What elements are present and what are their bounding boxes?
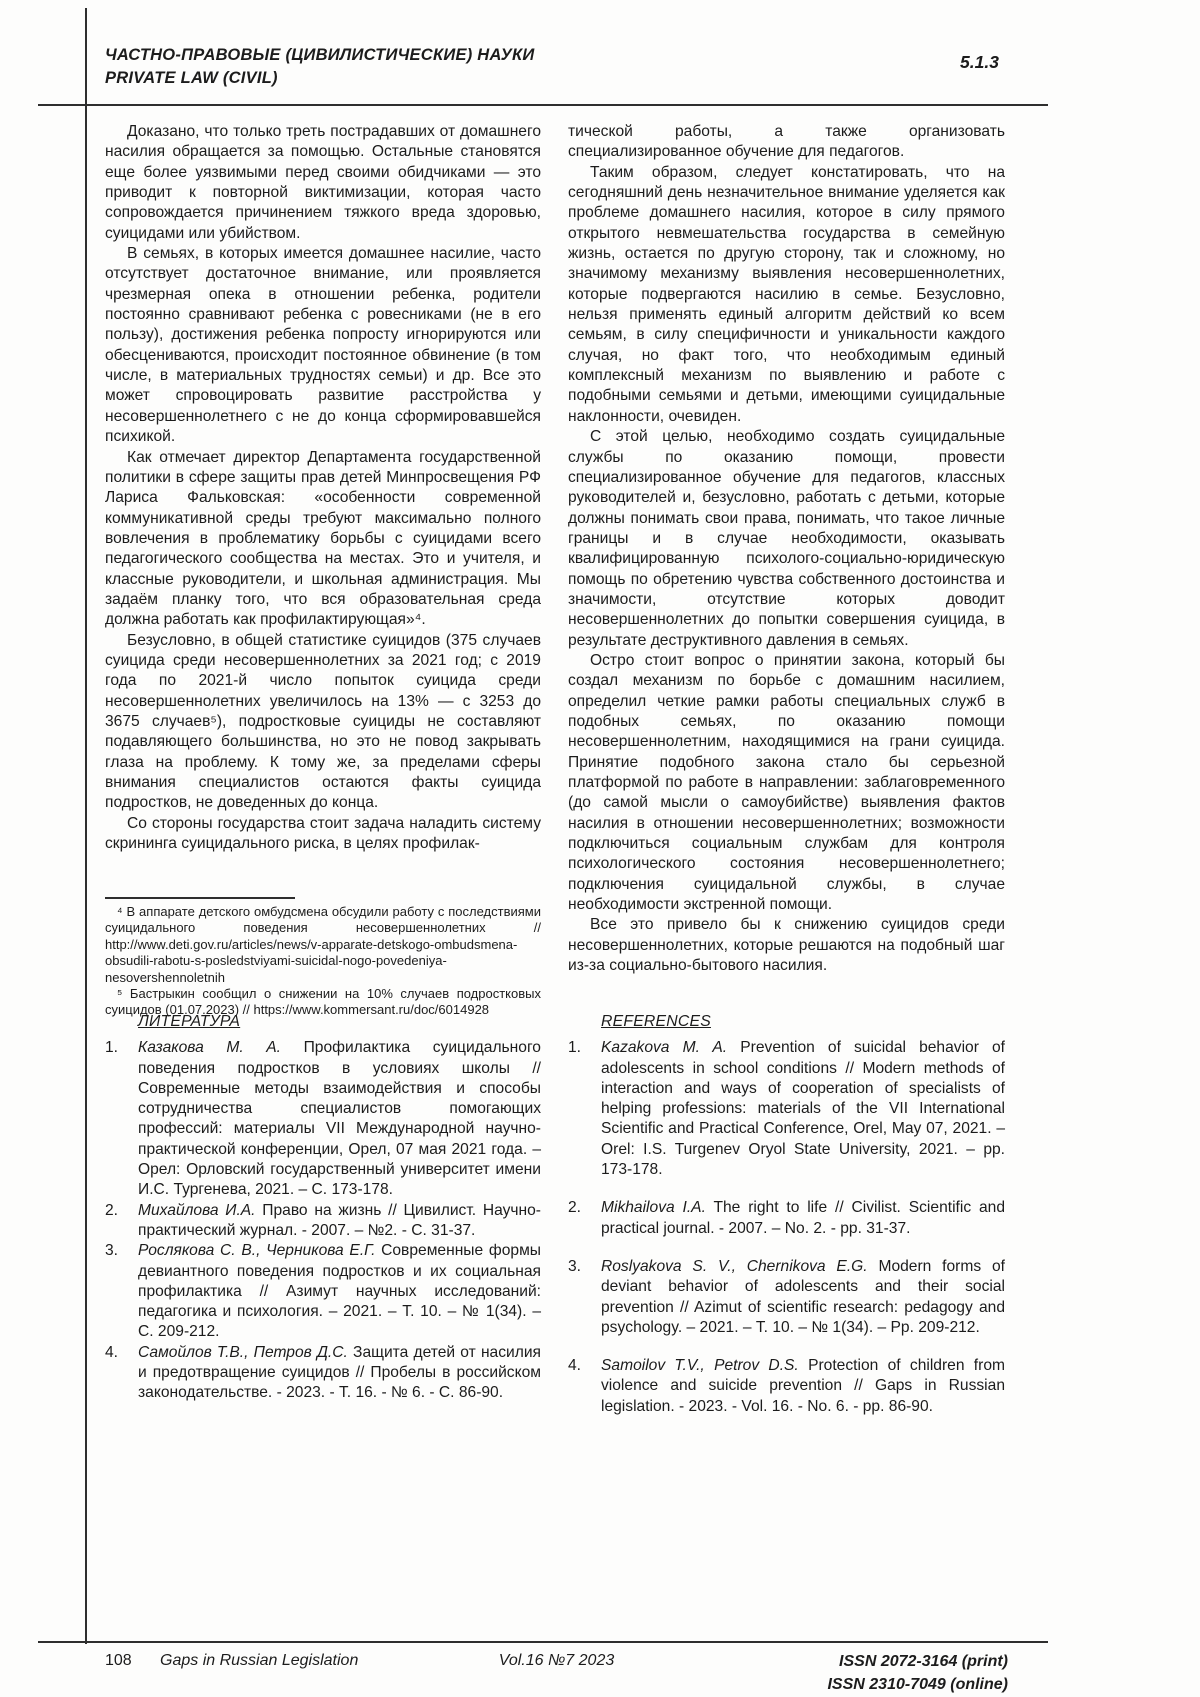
item-authors: Samoilov T.V., Petrov D.S. — [601, 1357, 799, 1375]
volume-issue: Vol.16 №7 2023 — [498, 1652, 615, 1669]
footnote: ⁵ Бастрыкин сообщил о снижении на 10% случаев подростковых суицидов (01.07.2023) // https://www.kommersant.ru/doc/6014928 — [105, 986, 541, 1018]
references-heading: REFERENCES — [601, 1013, 711, 1030]
item-authors: Mikhailova I.A. — [601, 1199, 706, 1217]
item-authors: Михайлова И.А. — [138, 1201, 256, 1219]
footnote: ⁴ В аппарате детского омбудсмена обсудили работу с последствиями суицидального поведения несовершеннолетних // http://www.deti.gov.ru/articles/news/v-apparate-detskogo-ombudsmena-obsudili-rabotu-s-posledstviyami-suicidal-nogo-povedeniya-nesovershennoletnih — [105, 904, 541, 985]
paragraph: С этой целью, необходимо создать суицидальные службы по оказанию помощи, провести специализированное обучение для педагогов, классных руководителей и, безусловно, работать с детьми, которые должны понимать свои права, понимать, что такое личные границы и в случае необходимости, оказывать квалифицированную психолого-социально-юридическую помощь по обретению чувства собственного достоинства и значимости, отсутствие которых доводит несовершеннолетних до попытки совершения суицида, в результате деструктивного давления в семьях. — [568, 428, 1005, 649]
right-column — [568, 122, 1005, 1010]
footer-divider — [38, 1641, 1048, 1643]
item-body: Профилактика суицидального поведения подростков в условиях школы // Современные методы взаимодействия и способы сотрудничества специалистов помогающих профессий: материалы VII Международной научно-практической конференции, Орел, 07 мая 2021 года. – Орел: Орловский государственный университет имени И.С. Тургенева, 2021. – С. 173-178. — [138, 1039, 541, 1199]
item-body: The right to life // Civilist. Scientific and practical journal. - 2007. – No. 2. - pp. 31-37. — [601, 1199, 1005, 1237]
footnote-separator — [105, 897, 295, 899]
footnotes — [105, 904, 541, 1019]
references-section — [568, 1012, 1005, 1435]
left-margin-rule — [85, 8, 87, 1644]
literature-item — [105, 1343, 541, 1404]
item-body: Modern forms of deviant behavior of adolescents and their social prevention // Azimut of scientific research: pedagogy and psychology. – 2021. – Т. 10. – № 1(34). – Pp. 209-212. — [601, 1257, 1005, 1336]
literature-section — [105, 1012, 541, 1404]
item-text — [601, 1038, 1005, 1180]
running-title-en: PRIVATE LAW (CIVIL) — [105, 69, 278, 87]
item-text — [601, 1257, 1005, 1338]
paragraph: Как отмечает директор Департамента государственной политики в сфере защиты прав детей Минпросвещения РФ Лариса Фальковская: «особенности современной коммуникативной среды требуют максимально полного вовлечения в проблематику борьбы с суицидами всего педагогического сообщества на местах. Это и учителя, и классные руководители, и школьная администрация. Мы задаём планку того, что вся образовательная среда должна работать как профилактирующая»⁴. — [105, 448, 541, 629]
reference-item — [568, 1198, 1005, 1239]
paragraph: Доказано, что только треть пострадавших от домашнего насилия обращается за помощью. Остальные становятся еще более уязвимыми перед своими обидчиками — это приводит к повторной виктимизации, которая часто сопровождается причинением тяжкого вреда здоровью, суицидами или убийством. — [105, 123, 541, 242]
paragraph: Остро стоит вопрос о принятии закона, который бы создал механизм по борьбе с домашним насилием, определил четкие рамки работы специальных служб в подобных семьях, по оказанию помощи несовершеннолетним, находящимися на грани суицида. Принятие подобного закона стало бы серьезной платформой по работе в направлении: заблаговременного (до самой мысли о самоубийстве) выявления фактов насилия в отношении несовершеннолетних; возможности подключиться социальным службам для контроля психологического состояния несовершеннолетнего; подключения суицидальной службы, в случае необходимости экстренной помощи. — [568, 651, 1005, 914]
page-number: 108 — [105, 1652, 132, 1669]
reference-item — [568, 1356, 1005, 1417]
item-text — [138, 1343, 541, 1404]
item-text — [138, 1038, 541, 1200]
item-body: Защита детей от насилия и предотвращение суицидов // Пробелы в российском законодательстве. - 2023. - Т. 16. - № 6. - С. 86-90. — [138, 1343, 541, 1402]
reference-item — [568, 1257, 1005, 1338]
item-number: 2. — [568, 1199, 582, 1217]
paragraph: Со стороны государства стоит задача наладить систему скрининга суицидального риска, в целях профилак- — [105, 814, 541, 853]
literature-item — [105, 1201, 541, 1242]
running-title-ru: ЧАСТНО-ПРАВОВЫЕ (ЦИВИЛИСТИЧЕСКИЕ) НАУКИ — [105, 46, 535, 64]
item-body: Современные формы девиантного поведения подростков и их социальная профилактика // Азимут научных исследований: педагогика и психология. – 2021. – Т. 10. – № 1(34). – С. 209-212. — [138, 1242, 541, 1341]
item-text — [138, 1241, 541, 1342]
item-body: Protection of children from violence and suicide prevention // Gaps in Russian legislation. - 2023. - Vol. 16. - No. 6. - pp. 86-90. — [601, 1357, 1005, 1415]
item-number: 1. — [105, 1039, 119, 1057]
left-column — [105, 122, 541, 894]
item-body: Prevention of suicidal behavior of adolescents in school conditions // Modern methods of interaction and ways of cooperation of specialists of helping professions: materials of the VII International Scientific and Practical Conference, Orel, May 07, 2021. – Orel: I.S. Turgenev Oryol State University, 2021. – pp. 173-178. — [601, 1039, 1005, 1179]
item-authors: Kazakova M. A. — [601, 1039, 728, 1057]
item-text — [138, 1201, 541, 1242]
item-number: 4. — [105, 1343, 119, 1361]
item-number: 1. — [568, 1039, 582, 1057]
issn-print: ISSN 2072-3164 (print) — [839, 1653, 1008, 1670]
item-authors: Казакова М. А. — [138, 1039, 281, 1057]
item-number: 3. — [568, 1257, 582, 1275]
item-body: Право на жизнь // Цивилист. Научно-практический журнал. - 2007. – №2. - С. 31-37. — [138, 1201, 541, 1239]
running-header — [105, 44, 725, 90]
paragraph: тической работы, а также организовать специализированное обучение для педагогов. — [568, 123, 1005, 161]
issn-online: ISSN 2310-7049 (online) — [827, 1676, 1008, 1693]
item-authors: Рослякова С. В., Черникова Е.Г. — [138, 1242, 376, 1260]
item-number: 3. — [105, 1242, 119, 1260]
issn-block — [827, 1650, 1008, 1696]
literature-heading: ЛИТЕРАТУРА — [138, 1013, 241, 1030]
item-authors: Самойлов Т.В., Петров Д.С. — [138, 1343, 348, 1361]
item-authors: Roslyakova S. V., Chernikova E.G. — [601, 1257, 868, 1275]
paragraph: Все это привело бы к снижению суицидов среди несовершеннолетних, которые решаются на подобный шаг из-за социально-бытового насилия. — [568, 916, 1005, 975]
header-divider — [38, 104, 1048, 106]
journal-title: Gaps in Russian Legislation — [160, 1652, 359, 1669]
item-number: 2. — [105, 1201, 119, 1219]
paragraph: В семьях, в которых имеется домашнее насилие, часто отсутствует достаточное внимание, или проявляется чрезмерная опека в отношении ребенка, родители постоянно сравнивают ребенка с ровесниками (не в его пользу), достижения ребенка попросту игнорируются или обесцениваются, происходит постоянное обвинение (в том числе, в материальных трудностях семьи) и др. Все это может спровоцировать развитие расстройства у несовершеннолетнего с не до конца сформировавшейся психикой. — [105, 245, 541, 446]
paragraph: Безусловно, в общей статистике суицидов (375 случаев суицида среди несовершеннолетних за 2021 год; с 2019 года по 2021-й число попыток суицида среди несовершеннолетних увеличилось на 13% — с 3253 до 3675 случаев⁵), подростковые суициды не составляют подавляющего большинства, но это не повод закрывать глаза на проблему. К тому же, за пределами сферы внимания специалистов остаются факты суицида подростков, не доведенных до конца. — [105, 631, 541, 812]
item-text — [601, 1198, 1005, 1239]
literature-item — [105, 1038, 541, 1200]
section-code: 5.1.3 — [960, 52, 999, 72]
item-number: 4. — [568, 1357, 582, 1375]
literature-item — [105, 1241, 541, 1342]
item-text — [601, 1356, 1005, 1417]
paragraph: Таким образом, следует констатировать, что на сегодняшний день незначительное внимание уделяется как проблеме домашнего насилия, которое в силу прямого открытого невмешательства государства в семейную жизнь, остается по другую сторону, так и сложному, но значимому механизму выявления несовершеннолетних, которые подвергаются насилию в семье. Безусловно, нельзя применять единый алгоритм действий ко всем семьям, в силу специфичности и уникальности каждого случая, но факт того, что необходимым единый комплексный механизм по выявлению и работе с подобными семьями и детьми, имеющими суицидальные наклонности, очевиден. — [568, 163, 1005, 425]
reference-item — [568, 1038, 1005, 1180]
